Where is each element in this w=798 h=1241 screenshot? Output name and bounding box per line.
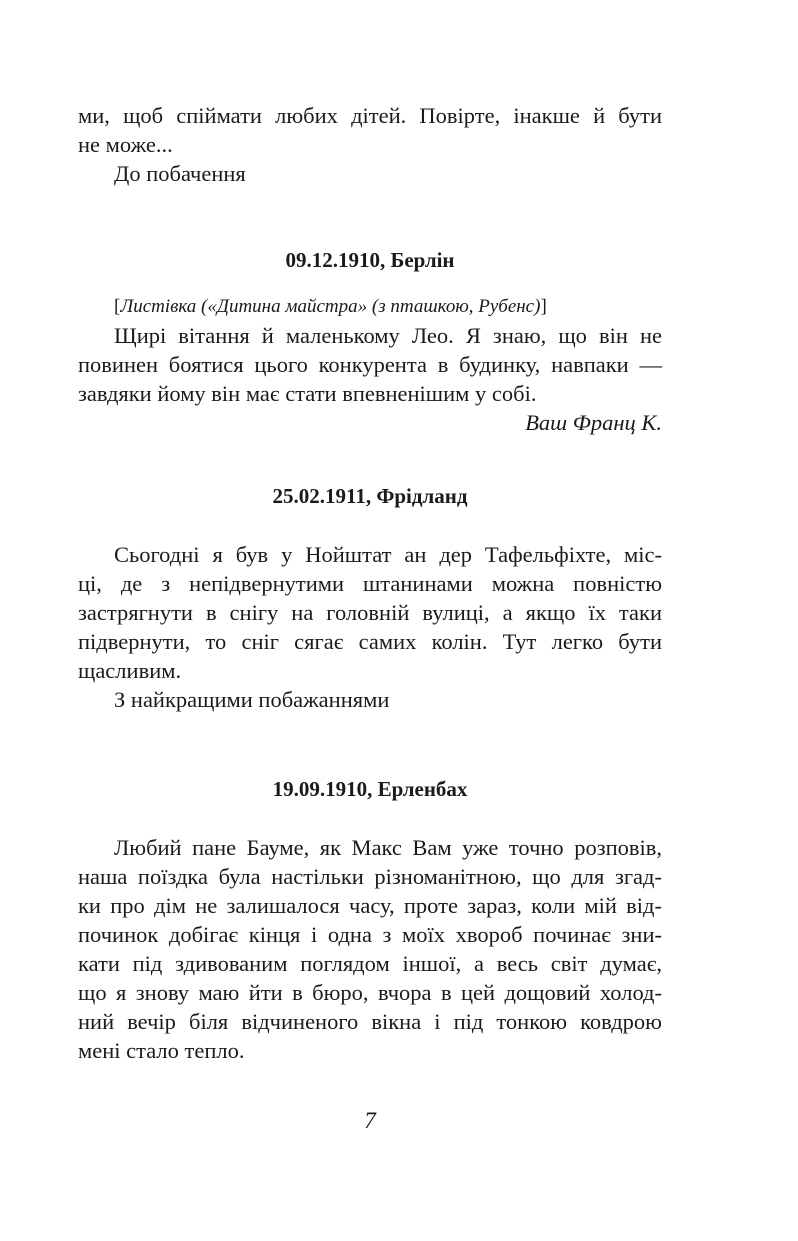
text-line: Любий пане Бауме, як Макс Вам уже точно розповів,	[114, 835, 662, 860]
note-text: Листівка («Дитина майстра» (з пташкою, Рубенс)	[120, 296, 541, 317]
text-line: ки про дім не залишалося часу, проте зараз, коли мій від-	[78, 893, 662, 918]
text-line: підвернути, то сніг сягає самих колін. Тут легко бути	[78, 629, 662, 654]
text-line: ний вечір біля відчиненого вікна і під тонкою ковдрою	[78, 1009, 662, 1034]
text-line: ми, щоб спіймати любих дітей. Повірте, інакше й бути	[78, 103, 662, 128]
page-number: 7	[364, 1108, 376, 1133]
closing-line: З найкращими побажаннями	[114, 687, 390, 712]
note-bracket-open: [	[114, 296, 121, 317]
text-line: що я знову маю йти в бюро, вчора в цей дощовий холод-	[78, 980, 662, 1005]
text-line: застрягнути в снігу на головній вулиці, а якщо їх таки	[78, 600, 662, 625]
text-line: не може...	[78, 132, 173, 157]
text-line: кати під здивованим поглядом іншої, а весь світ думає,	[78, 951, 662, 976]
page-body	[78, 101, 662, 1065]
letter-heading: 09.12.1910, Берлін	[285, 248, 455, 272]
letter-heading: 19.09.1910, Ерленбах	[272, 777, 468, 801]
text-line: Сьогодні я був у Нойштат ан дер Тафельфіхте, міс-	[114, 542, 662, 567]
letter-heading: 25.02.1911, Фрідланд	[272, 484, 468, 508]
text-line: починок добігає кінця і одна з моїх хвороб починає зни-	[78, 922, 662, 947]
text-line: щасливим.	[78, 658, 182, 683]
letter-note	[78, 292, 662, 321]
closing-line: До побачення	[114, 161, 246, 186]
signature: Ваш Франц К.	[525, 410, 662, 435]
text-line: мені стало тепло.	[78, 1038, 245, 1063]
text-line: наша поїздка була настільки різноманітною, що для згад-	[78, 864, 662, 889]
text-line: завдяки йому він має стати впевненішим у собі.	[78, 381, 537, 406]
text-line: ці, де з непідвернутими штанинами можна повністю	[78, 571, 662, 596]
text-line: повинен боятися цього конкурента в будинку, навпаки —	[78, 352, 662, 377]
text-line: Щирі вітання й маленькому Лео. Я знаю, що він не	[114, 323, 662, 348]
note-bracket-close: ]	[540, 296, 547, 317]
